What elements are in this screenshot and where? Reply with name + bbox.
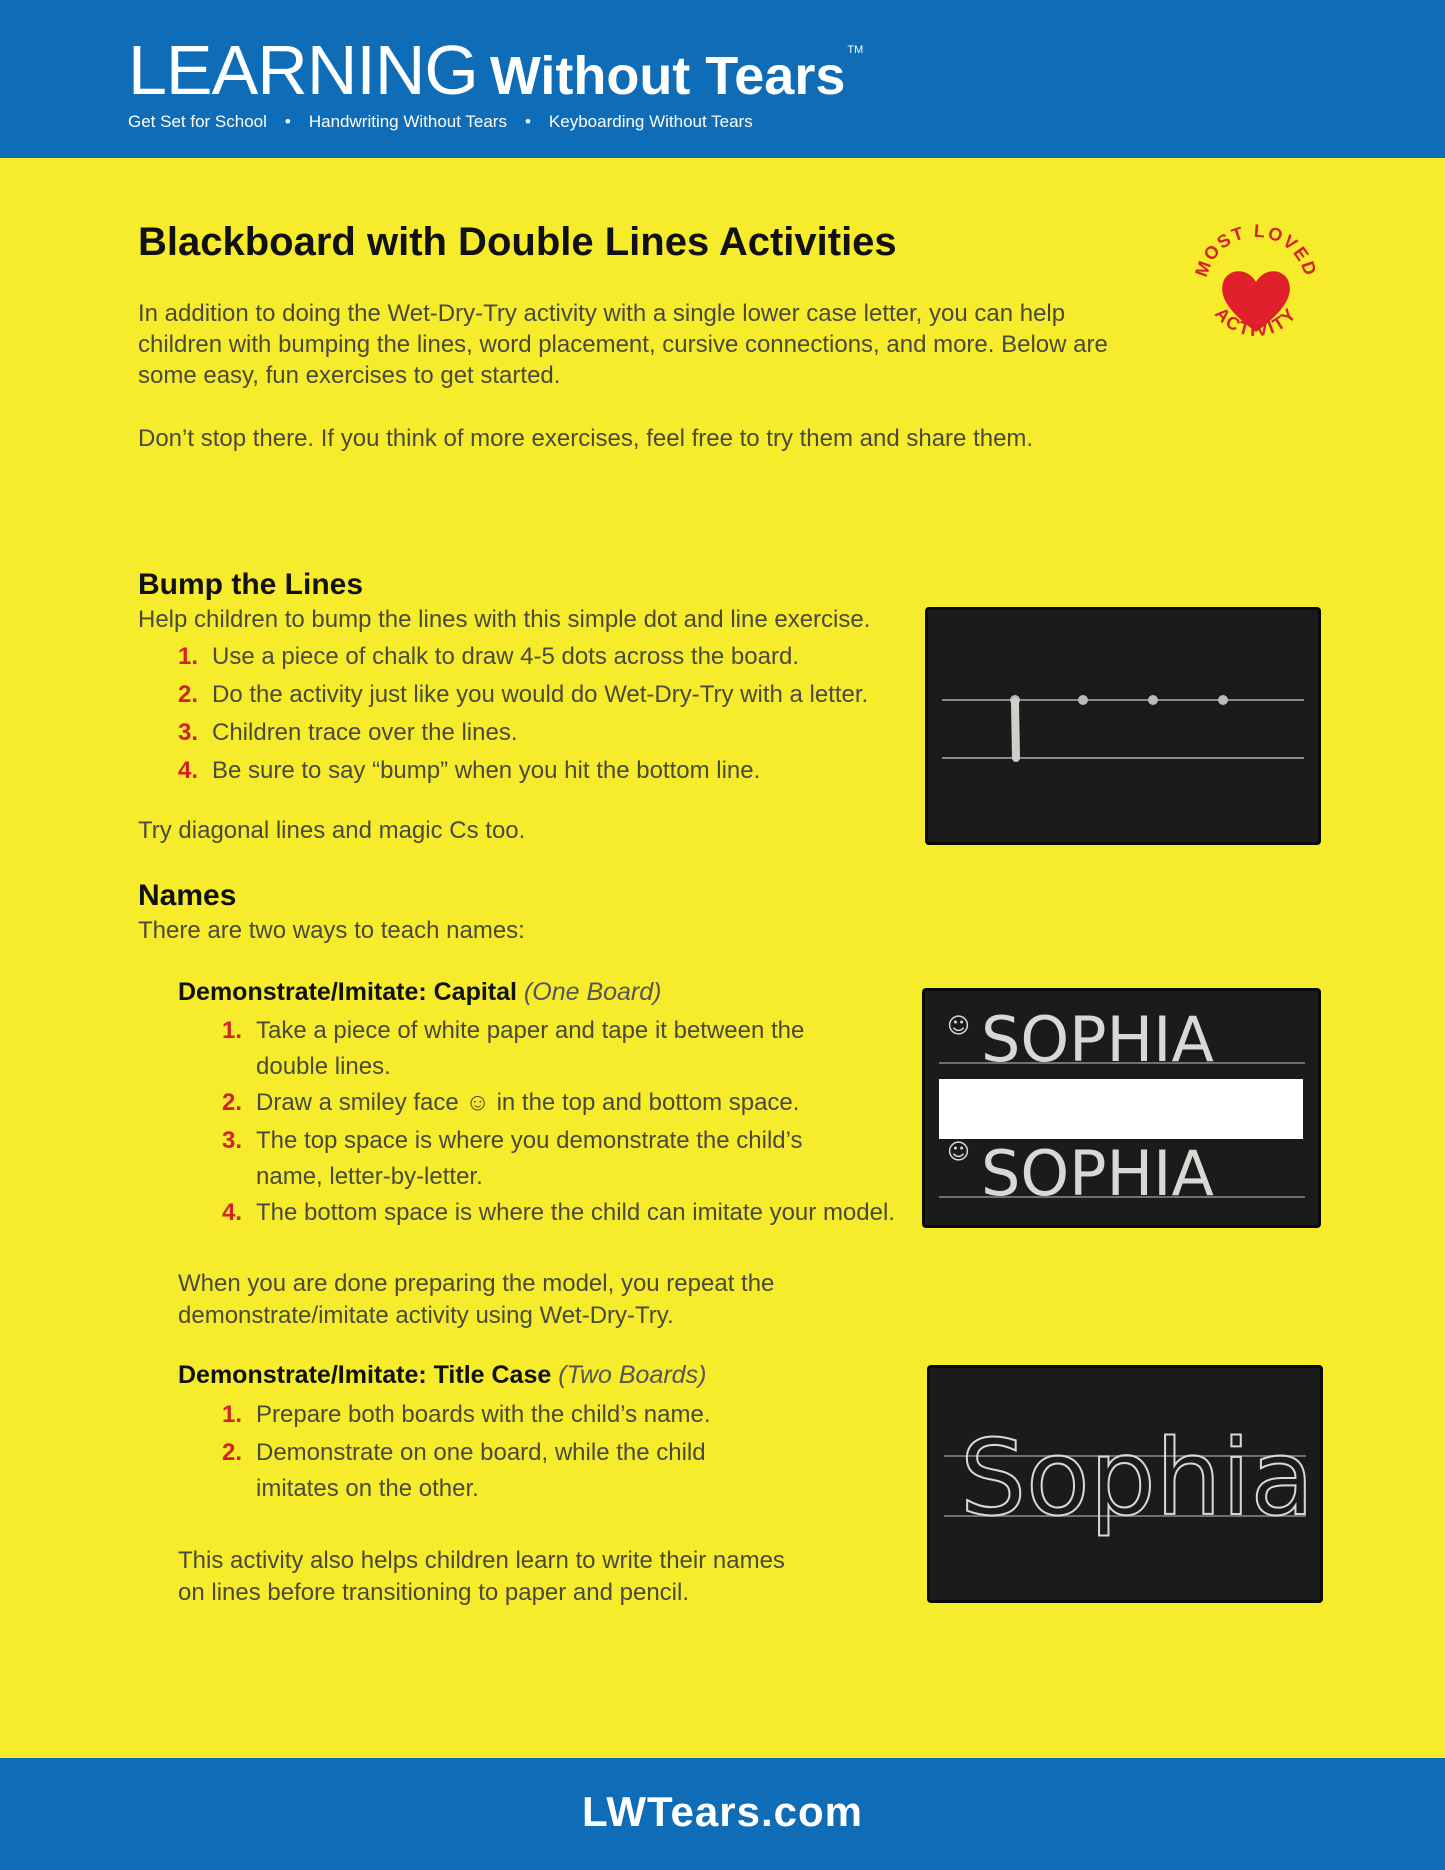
title-case-steps — [222, 1396, 711, 1506]
sub-brand-line — [128, 112, 753, 132]
bump-steps — [178, 638, 868, 790]
sub-brand-item: Get Set for School — [128, 112, 267, 131]
subheading-title-case-text: Demonstrate/Imitate: Title Case — [178, 1361, 552, 1389]
bump-lead: Help children to bump the lines with this simple dot and line exercise. — [138, 606, 871, 633]
list-item — [222, 1396, 711, 1434]
step-text-continued: name, letter-by-letter. — [256, 1163, 483, 1190]
brand-learning: LEARNING — [128, 31, 478, 109]
badge-top-text: MOST LOVED — [1191, 220, 1321, 280]
step-text: Do the activity just like you would do Wet-Dry-Try with a letter. — [212, 681, 869, 708]
step-text: Take a piece of white paper and tape it between the — [256, 1017, 805, 1044]
most-loved-badge — [1186, 212, 1326, 362]
subheading-capital-text: Demonstrate/Imitate: Capital — [178, 978, 517, 1006]
step-number: 4. — [178, 757, 199, 784]
intro-paragraph: In addition to doing the Wet-Dry-Try activity with a single lower case letter, you can help children with bumping the lines, word placement, cursive connections, and more. Below are some easy, fun exercises to get started. — [138, 300, 1108, 389]
blackboard-dots-image — [925, 607, 1321, 845]
section-heading-names: Names — [138, 879, 237, 912]
sub-brand-item: Handwriting Without Tears — [308, 112, 507, 131]
footer-website-link[interactable]: LWTears.com — [582, 1788, 863, 1835]
footer-banner — [0, 1758, 1445, 1870]
subheading-title-case — [178, 1361, 706, 1390]
white-paper-strip — [939, 1079, 1303, 1139]
brand-trademark: TM — [847, 44, 864, 56]
subheading-title-case-note: (Two Boards) — [558, 1361, 707, 1389]
header-banner — [0, 0, 1445, 158]
list-item — [178, 714, 868, 752]
names-lead: There are two ways to teach names: — [138, 917, 525, 944]
step-number: 4. — [222, 1199, 243, 1226]
bullet-separator: • — [284, 112, 291, 131]
capital-steps — [222, 1012, 895, 1232]
brand-without-tears: Without Tears — [489, 46, 846, 106]
list-item — [222, 1194, 895, 1232]
step-text: Use a piece of chalk to draw 4-5 dots across the board. — [212, 643, 799, 670]
list-item — [222, 1122, 895, 1194]
step-text-continued: double lines. — [256, 1053, 391, 1080]
list-item — [222, 1084, 895, 1122]
bump-tail: Try diagonal lines and magic Cs too. — [138, 817, 526, 844]
step-text: Draw a smiley face ☺ in the top and bottom space. — [256, 1089, 800, 1116]
badge-bottom-text: ACTIVITY — [1211, 303, 1301, 341]
brand-logo — [128, 30, 863, 110]
chalk-dot — [1148, 695, 1158, 705]
page-title: Blackboard with Double Lines Activities — [138, 220, 897, 264]
list-item — [178, 638, 868, 676]
smiley-icon: ☺ — [947, 1014, 970, 1039]
chalk-name-top: SOPHIA — [981, 1003, 1214, 1076]
step-number: 2. — [222, 1089, 243, 1116]
list-item — [222, 1012, 895, 1084]
list-item — [222, 1434, 711, 1506]
chalk-dot — [1078, 695, 1088, 705]
step-text: The bottom space is where the child can imitate your model. — [256, 1199, 895, 1226]
section-heading-bump: Bump the Lines — [138, 568, 364, 601]
smiley-icon: ☺ — [947, 1140, 970, 1165]
chalk-stroke — [1015, 702, 1016, 758]
chalk-dot — [1218, 695, 1228, 705]
step-text: Demonstrate on one board, while the child — [256, 1439, 706, 1466]
chalk-name-bottom: SOPHIA — [981, 1137, 1214, 1210]
blackboard-capital-name-image — [922, 988, 1321, 1228]
sub-brand-item: Keyboarding Without Tears — [548, 112, 753, 131]
step-text: Be sure to say “bump” when you hit the bottom line. — [212, 757, 761, 784]
svg-text:MOST LOVED — [1191, 221, 1321, 280]
step-text: Prepare both boards with the child’s name. — [256, 1401, 711, 1428]
step-number: 3. — [222, 1127, 243, 1154]
bullet-separator: • — [524, 112, 531, 131]
step-number: 2. — [222, 1439, 243, 1466]
intro-paragraph: Don’t stop there. If you think of more exercises, feel free to try them and share them. — [138, 425, 1034, 452]
list-item — [178, 752, 868, 790]
blackboard-title-case-name-image — [927, 1365, 1323, 1603]
step-text: The top space is where you demonstrate the child’s — [256, 1127, 803, 1154]
step-number: 1. — [222, 1017, 243, 1044]
subheading-capital — [178, 978, 661, 1007]
capital-tail: When you are done preparing the model, you repeat the demonstrate/imitate activity using Wet-Dry-Try. — [178, 1270, 775, 1329]
intro-text — [138, 298, 1118, 454]
step-number: 3. — [178, 719, 199, 746]
step-number: 2. — [178, 681, 199, 708]
title-case-tail: This activity also helps children learn to write their names on lines before transitioning to paper and pencil. — [178, 1547, 785, 1606]
step-text-continued: imitates on the other. — [256, 1475, 479, 1502]
list-item — [178, 676, 868, 714]
step-number: 1. — [178, 643, 199, 670]
subheading-capital-note: (One Board) — [523, 978, 662, 1006]
step-number: 1. — [222, 1401, 243, 1428]
step-text: Children trace over the lines. — [212, 719, 518, 746]
chalk-name-title-case: Sophia — [960, 1417, 1315, 1539]
